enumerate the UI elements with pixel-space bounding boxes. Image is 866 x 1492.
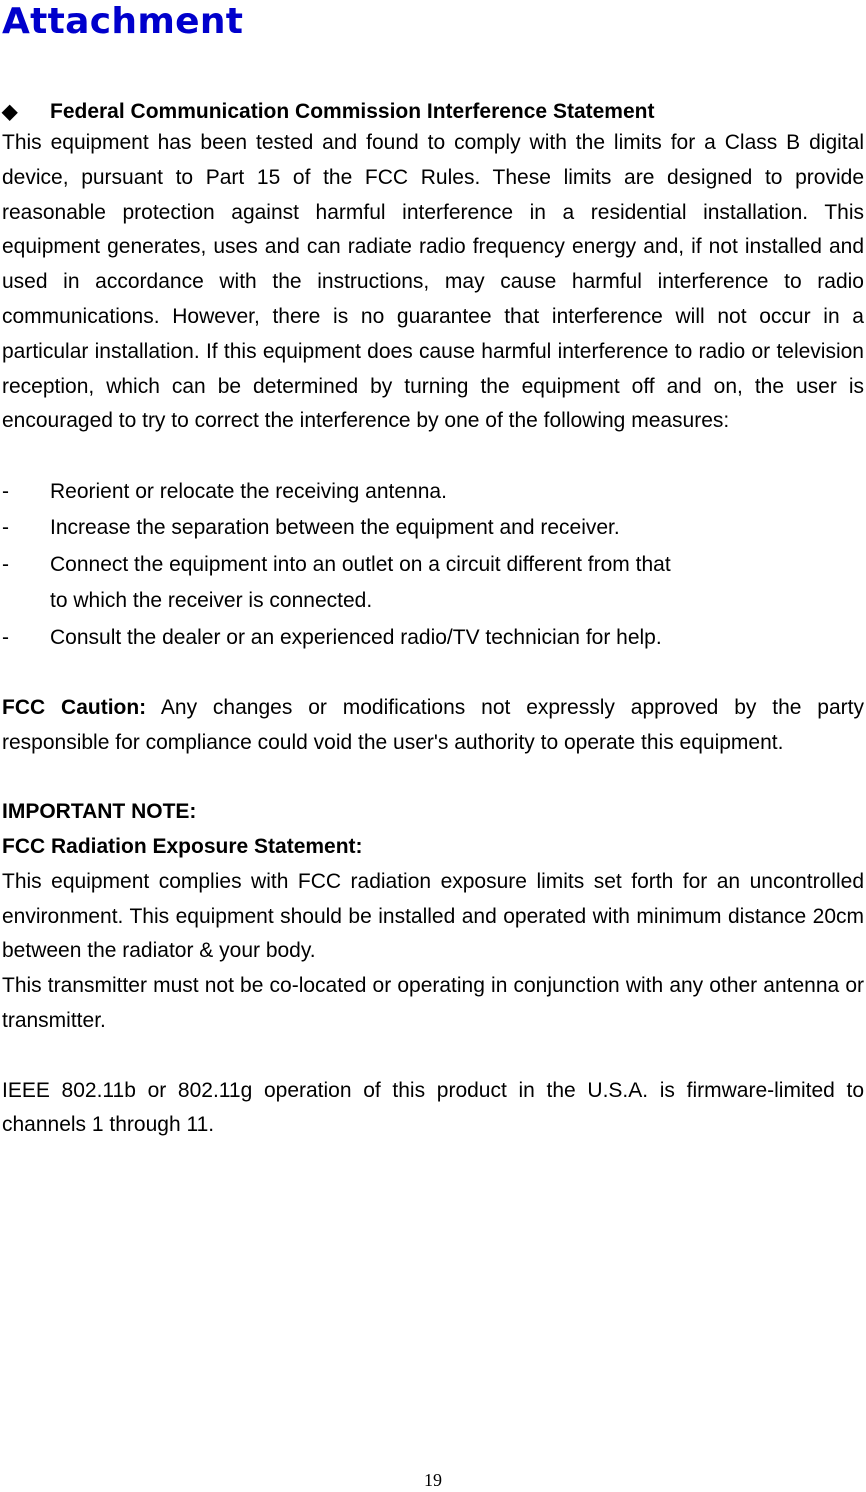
document-page [2,0,864,1143]
radiation-paragraph: This equipment complies with FCC radiation exposure limits set forth for an uncontrolled environment. This equipment should be installed and operated with minimum distance 20cm between the radiator & your body. [2,869,864,963]
section-heading [2,98,864,126]
section-heading-text: Federal Communication Commission Interference Statement [50,100,655,123]
list-dash: - [2,625,9,649]
list-item-text: Connect the equipment into an outlet on a circuit different from that [50,552,671,576]
list-item-continuation: to which the receiver is connected. [50,589,373,613]
list-item-text: Consult the dealer or an experienced radio/TV technician for help. [50,625,662,649]
page-title: Attachment [2,1,244,42]
measures-list [2,474,864,656]
ieee-paragraph: IEEE 802.11b or 802.11g operation of this product in the U.S.A. is firmware-limited to channels 1 through 11. [2,1078,864,1137]
list-dash: - [2,516,9,540]
radiation-statement-label: FCC Radiation Exposure Statement: [2,834,363,858]
list-item [2,474,864,510]
list-item-text: Increase the separation between the equipment and receiver. [50,516,620,540]
spacer [2,760,864,795]
diamond-bullet-icon: ◆ [2,101,18,123]
fcc-caution-text: Any changes or modifications not expressly approved by the party responsible for compliance could void the user's authority to operate this equipment. [2,695,864,754]
list-item-body [50,547,671,620]
list-item [2,510,864,546]
important-note-label: IMPORTANT NOTE: [2,800,197,824]
spacer [2,1039,864,1074]
list-item [2,547,864,620]
page-number: 19 [424,1470,442,1490]
spacer [2,439,864,474]
list-dash: - [2,479,9,503]
list-item [2,620,864,656]
interference-paragraph: This equipment has been tested and found to comply with the limits for a Class B digital device, pursuant to Part 15 of the FCC Rules. These limits are designed to provide reasonable protection against harmful interference in a residential installation. This equipment generates, uses and can radiate radio frequency energy and, if not installed and used in accordance with the instructions, may cause harmful interference to radio communications. However, there is no guarantee that interference will not occur in a particular installation. If this equipment does cause harmful interference to radio or television reception, which can be determined by turning the equipment off and on, the user is encouraged to try to correct the interference by one of the following measures: [2,131,864,433]
spacer [2,656,864,691]
fcc-caution-label: FCC Caution: [2,695,147,719]
list-item-text: Reorient or relocate the receiving antenna. [50,479,447,503]
fcc-caution-paragraph [2,691,864,761]
list-dash: - [2,552,9,576]
transmitter-paragraph: This transmitter must not be co-located or operating in conjunction with any other antenna or transmitter. [2,974,864,1032]
